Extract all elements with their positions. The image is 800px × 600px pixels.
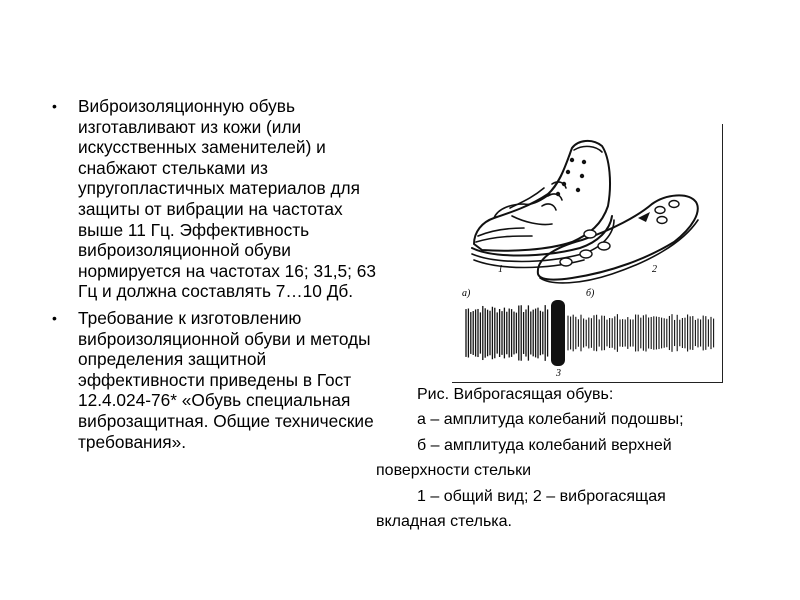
figure-label-a: а) <box>462 288 471 299</box>
bullet-item <box>52 308 382 452</box>
caption-line-a: а – амплитуда колебаний подошвы; <box>417 411 684 429</box>
caption-line-b-cont: поверхности стельки <box>376 462 532 480</box>
figure-label-3: 3 <box>556 368 561 379</box>
bullet-list <box>52 96 382 458</box>
shoe-drawing <box>472 141 614 268</box>
figure-label-1: 1 <box>498 264 503 275</box>
bullet-item <box>52 96 382 302</box>
caption-title: Рис. Виброгасящая обувь: <box>417 386 614 403</box>
bullet-dot-icon: • <box>52 98 57 114</box>
caption-line-b: б – амплитуда колебаний верхней <box>417 436 672 454</box>
bullet-text: Требование к изготовлению виброизоляционной обуви и методы определения защитной эффективности приведены в Гост 12.4.024-76* «Обувь специальная виброзащитная. Общие технические требования». <box>78 307 374 452</box>
figure-label-2: 2 <box>652 264 657 275</box>
vibration-probe <box>551 300 565 366</box>
insole-holes <box>560 201 679 267</box>
oscillogram-b <box>568 314 714 352</box>
caption-line-1-2: 1 – общий вид; 2 – виброгасящая <box>417 487 666 505</box>
figure-caption <box>376 382 766 534</box>
caption-line-2-cont: вкладная стелька. <box>376 513 512 531</box>
insole-drawing <box>538 195 698 283</box>
shoe-illustration <box>452 124 722 382</box>
oscillogram-a <box>466 305 548 361</box>
bullet-dot-icon: • <box>52 309 57 326</box>
bullet-text: Виброизоляционную обувь изготавливают из кожи (или искусственных заменителей) и снабжают стельками из упругопластичных материалов для защиты от вибрации на частотах выше 11 Гц. Эффективность виброизоляционной обуви нормируется на частотах 16; 31,5; 63 Гц и должна составлять 7…10 Дб. <box>78 96 376 302</box>
shoe-figure <box>452 124 723 383</box>
figure-label-b: б) <box>586 288 595 299</box>
